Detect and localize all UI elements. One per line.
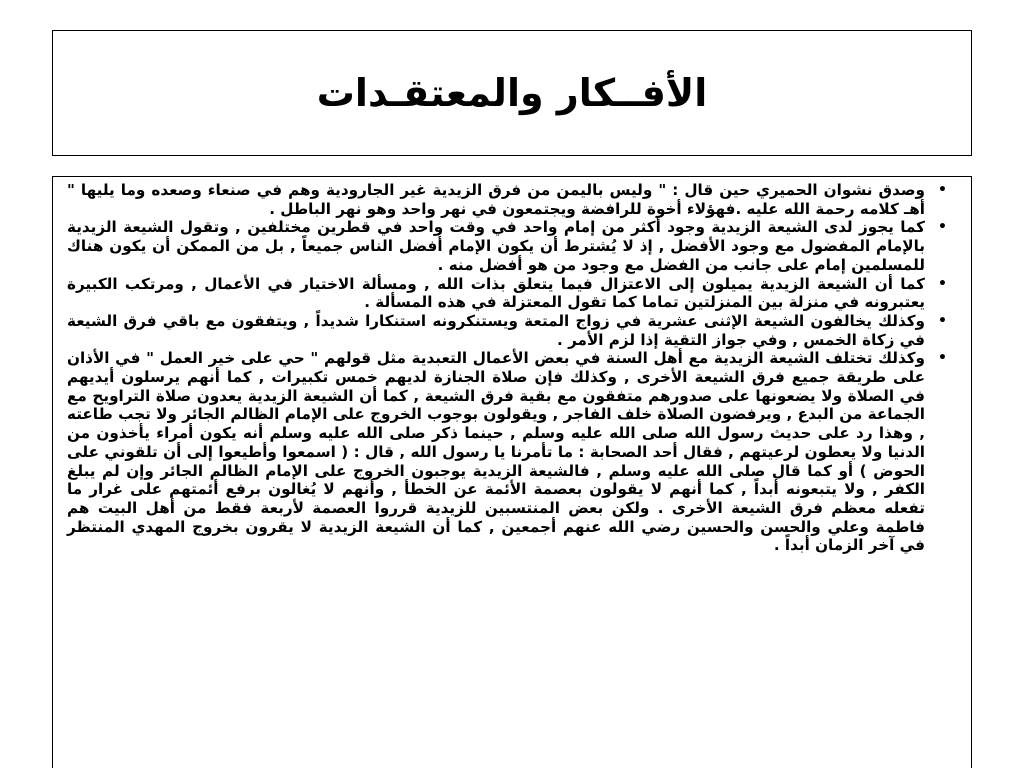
bullet-item	[67, 181, 949, 218]
bullet-icon: •	[938, 312, 947, 329]
bullet-item	[67, 218, 949, 274]
bullet-icon: •	[938, 182, 947, 198]
bullet-item	[67, 275, 949, 312]
bullet-item	[67, 312, 949, 349]
bullet-item	[67, 349, 949, 555]
bullet-icon: •	[938, 350, 947, 367]
bullet-text: وصدق نشوان الحميري حين قال : " وليس باليمن من فرق الزيدية غير الجارودية وهم في صنعاء وصعده وما يليها " أهـ كلامه رحمة الله عليه .فهؤلاء أخوة للرافضة ويجتمعون في نهر واحد وهو نهر الباطل .	[67, 181, 925, 218]
bullet-text: وكذلك تختلف الشيعة الزيدية مع أهل السنة في بعض الأعمال التعبدية مثل قولهم " حي على خير العمل " في الأذان على طريقة جميع فرق الشيعة الأخرى , وكذلك فإن صلاة الجنازة لديهم خمس تكبيرات , كما أنهم يرسلون أيديهم في الصلاة ولا يضعونها على صدورهم متفقون مع بقية فرق الشيعة , كما أن الشيعة الزيدية يعدون صلاة التراويح مع الجماعة من البدع , ويرفضون الصلاة خلف الفاجر , ويقولون بوجوب الخروج على الإمام الظالم الجائر ولا تجب طاعته , وهذا رد على حديث رسول الله صلى الله عليه وسلم , حينما ذكر صلى الله عليه وسلم أنه يكون أمراء يأخذون من الدنيا ولا يعطون لرعيتهم , فقال أحد الصحابة : ما تأمرنا يا رسول الله , قال : ( اسمعوا وأطيعوا إلى أن تلقوني على الحوض ) أو كما قال صلى الله عليه وسلم , فالشيعة الزيدية يوجبون الخروج على الإمام الظالم الجائر وإن لم يبلغ الكفر , ولا يتبعونه أبداً , كما أنهم لا يقولون بعصمة الأئمة عن الخطأ , وأنهم لا يُغالون برفع أئمتهم على غرار ما تفعله معظم فرق الشيعة الأخرى . ولكن بعض المنتسبين للزيدية قرروا العصمة لأربعة فقط من أهل البيت هم فاطمة وعلي والحسن والحسين رضي الله عنهم أجمعين , كما أن الشيعة الزيدية لا يقرون بخروج المهدي المنتظر في آخر الزمان أبداً .	[67, 349, 925, 555]
bullet-list	[67, 181, 949, 555]
slide-title: الأفــكار والمعتقـدات	[316, 71, 708, 115]
content-box	[52, 176, 972, 768]
bullet-text: وكذلك يخالفون الشيعة الإثنى عشرية في زواج المتعة ويستنكرونه استنكارا شديداً , ويتفقون مع باقي فرق الشيعة في زكاة الخمس , وفي جواز التقية إذا لزم الأمر .	[67, 311, 925, 349]
bullet-text: كما أن الشيعة الزيدية يميلون إلى الاعتزال فيما يتعلق بذات الله , ومسألة الاختيار في الأعمال , ومرتكب الكبيرة يعتبرونه في منزلة بين المنزلتين تماما كما تقول المعتزلة في هذه المسألة .	[67, 274, 925, 312]
bullet-icon: •	[938, 275, 947, 292]
bullet-text: كما يجوز لدى الشيعة الزيدية وجود أكثر من إمام واحد في وقت واحد في قطرين مختلفين , وتقول الشيعة الزيدية بالإمام المفضول مع وجود الأفضل , إذ لا يُشترط أن يكون الإمام أفضل الناس جميعاً , بل من الممكن أن يكون هناك للمسلمين إمام على جانب من الفضل مع وجود من هو أفضل منه .	[67, 218, 925, 274]
title-box	[52, 30, 972, 156]
bullet-icon: •	[938, 219, 947, 236]
